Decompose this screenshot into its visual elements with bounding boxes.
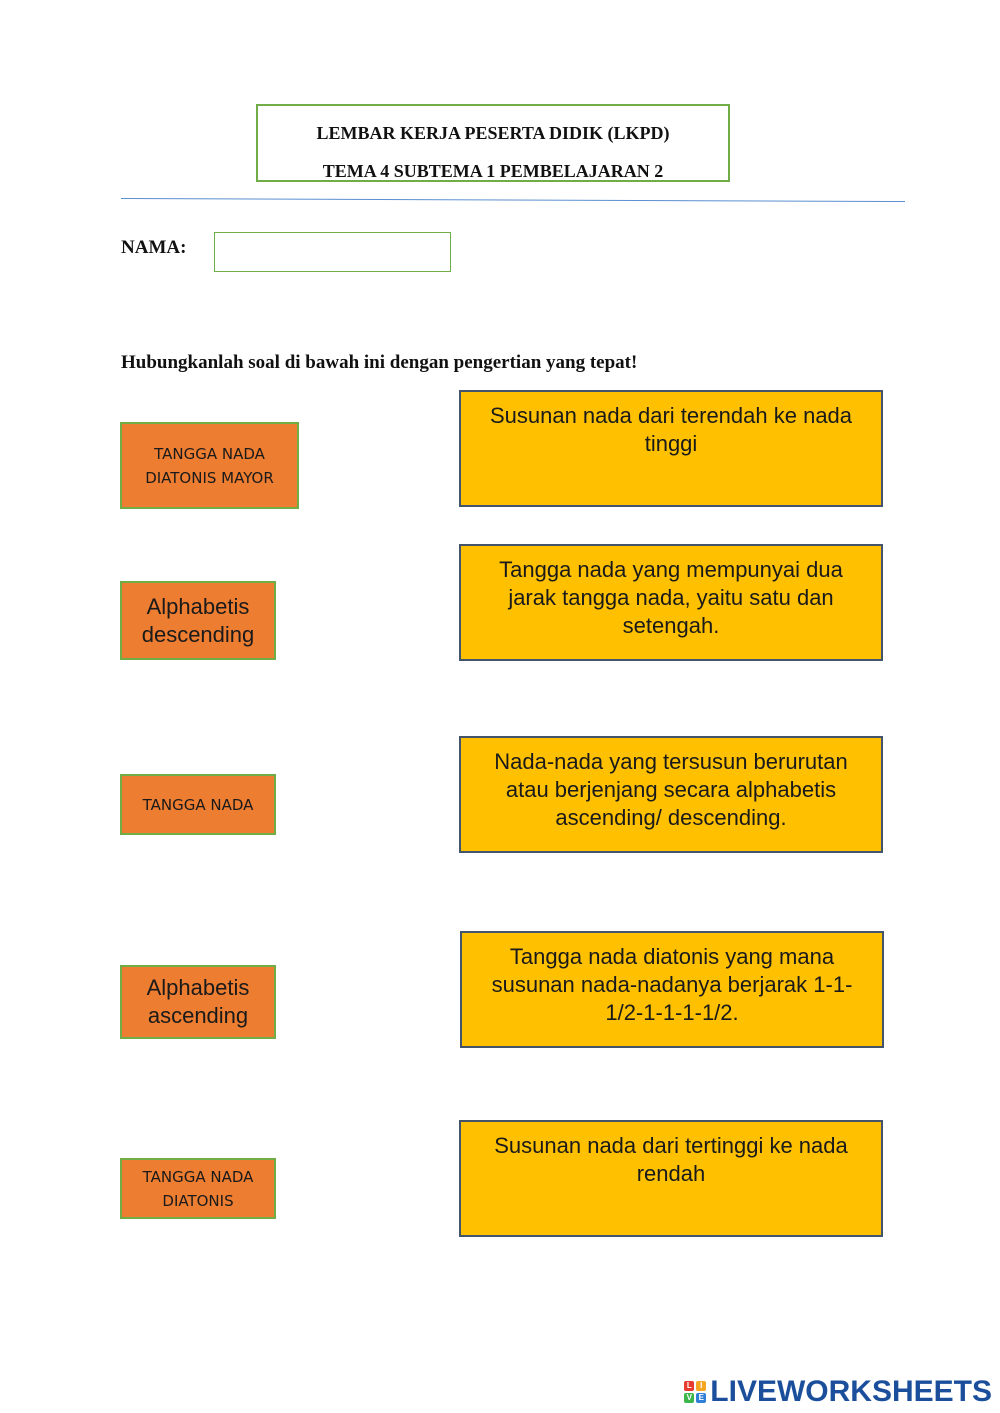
definition-text: Susunan nada dari terendah ke nada tinggi	[489, 403, 853, 456]
header-divider	[121, 198, 905, 202]
definition-text: Susunan nada dari tertinggi ke nada rendah	[494, 1133, 848, 1186]
nama-input[interactable]	[214, 232, 451, 272]
instruction-text: Hubungkanlah soal di bawah ini dengan pengertian yang tepat!	[121, 352, 638, 373]
logo-letter: V	[684, 1393, 694, 1403]
term-box-1[interactable]	[120, 422, 299, 509]
nama-label: NAMA:	[121, 237, 187, 258]
term-box-3[interactable]	[120, 774, 276, 835]
definition-box-1[interactable]	[459, 390, 883, 507]
title-box	[256, 104, 730, 182]
definition-text: Tangga nada yang mempunyai dua jarak tangga nada, yaitu satu dan setengah.	[499, 557, 843, 638]
term-label: TANGGA NADA DIATONIS MAYOR	[145, 444, 274, 487]
liveworksheets-icon	[684, 1381, 706, 1403]
term-label: TANGGA NADA	[142, 795, 254, 814]
title-line-1: LEMBAR KERJA PESERTA DIDIK (LKPD)	[316, 123, 670, 143]
brand-name: LIVEWORKSHEETS	[710, 1375, 992, 1408]
term-box-2[interactable]	[120, 581, 276, 660]
definition-box-4[interactable]	[460, 931, 884, 1048]
definition-text: Nada-nada yang tersusun berurutan atau berjenjang secara alphabetis ascending/ descending.	[494, 749, 848, 830]
logo-letter: L	[684, 1381, 694, 1391]
definition-box-5[interactable]	[459, 1120, 883, 1237]
term-label: Alphabetis descending	[141, 593, 255, 647]
definition-box-2[interactable]	[459, 544, 883, 661]
logo-letter: E	[696, 1393, 706, 1403]
liveworksheets-logo	[684, 1375, 992, 1409]
logo-letter: I	[696, 1381, 706, 1391]
term-label: TANGGA NADA DIATONIS	[142, 1167, 254, 1210]
term-box-4[interactable]	[120, 965, 276, 1039]
title-line-2: TEMA 4 SUBTEMA 1 PEMBELAJARAN 2	[322, 161, 664, 181]
definition-text: Tangga nada diatonis yang mana susunan nada-nadanya berjarak 1-1-1/2-1-1-1-1/2.	[491, 944, 853, 1025]
term-box-5[interactable]	[120, 1158, 276, 1219]
term-label: Alphabetis ascending	[146, 975, 250, 1028]
definition-box-3[interactable]	[459, 736, 883, 853]
